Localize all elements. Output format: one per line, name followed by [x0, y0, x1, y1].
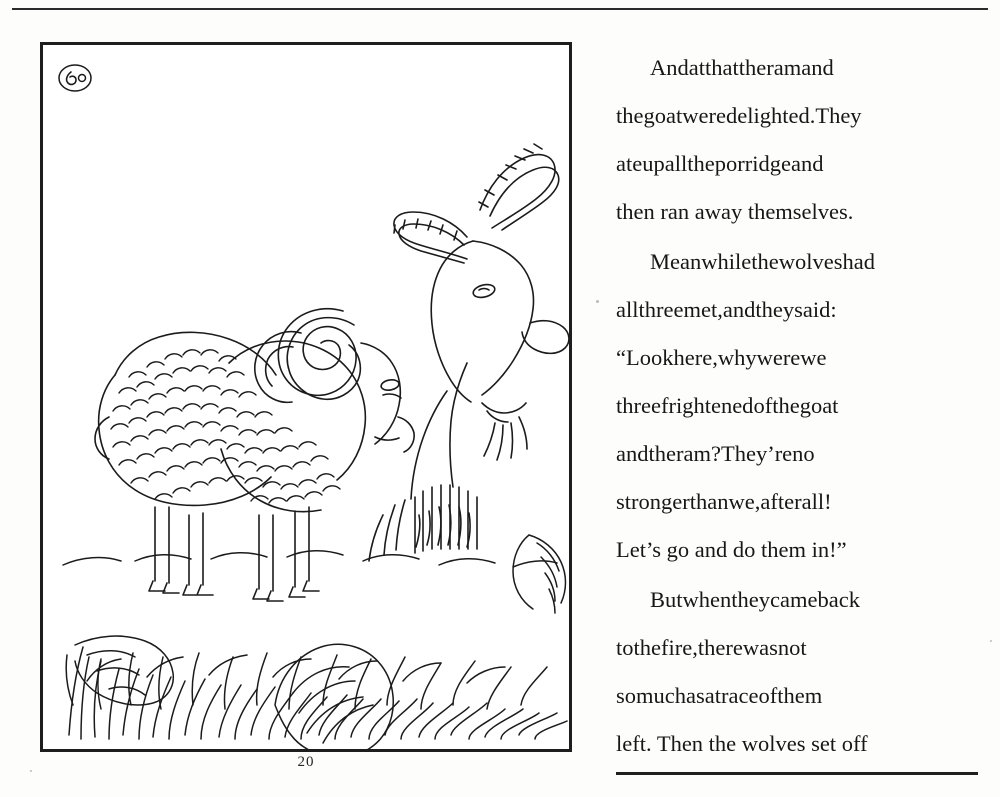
text-line: Andatthattheramand [650, 55, 834, 80]
scan-speck [990, 640, 992, 642]
ram-and-goat-illustration [43, 45, 569, 749]
text-line: thegoatweredelighted.They [616, 103, 862, 128]
bottom-rule [616, 772, 978, 775]
text-line: tothefire,therewasnot [616, 635, 807, 660]
text-line: Let’s go and do them in!” [616, 537, 847, 562]
text-line: left. Then the wolves set off [616, 731, 868, 756]
text-line: strongerthanwe,afterall! [616, 489, 832, 514]
plate-corner-mark [59, 65, 91, 91]
top-rule [12, 8, 988, 10]
text-column [616, 44, 980, 770]
paragraph-3 [616, 576, 980, 768]
illustration-column [40, 42, 578, 770]
illustration-frame [40, 42, 572, 752]
grass-foreground [63, 535, 567, 749]
paragraph-1 [616, 44, 980, 236]
text-line: Butwhentheycameback [650, 587, 860, 612]
page-number: 20 [297, 754, 315, 770]
text-line: threefrightenedofthegoat [616, 393, 839, 418]
paragraph-2 [616, 238, 980, 574]
text-line: then ran away themselves. [616, 199, 854, 224]
text-line: somuchasatraceofthem [616, 683, 823, 708]
text-line: andtheram?They’reno [616, 441, 815, 466]
ram-figure [95, 309, 414, 601]
scan-speck [30, 770, 32, 772]
text-line: allthreemet,andtheysaid: [616, 297, 837, 322]
text-line: ateupalltheporridgeand [616, 151, 824, 176]
text-line: Meanwhilethewolveshad [650, 249, 875, 274]
goat-figure [369, 144, 569, 561]
text-line: “Lookhere,whywerewe [616, 345, 827, 370]
scan-speck [596, 300, 599, 303]
